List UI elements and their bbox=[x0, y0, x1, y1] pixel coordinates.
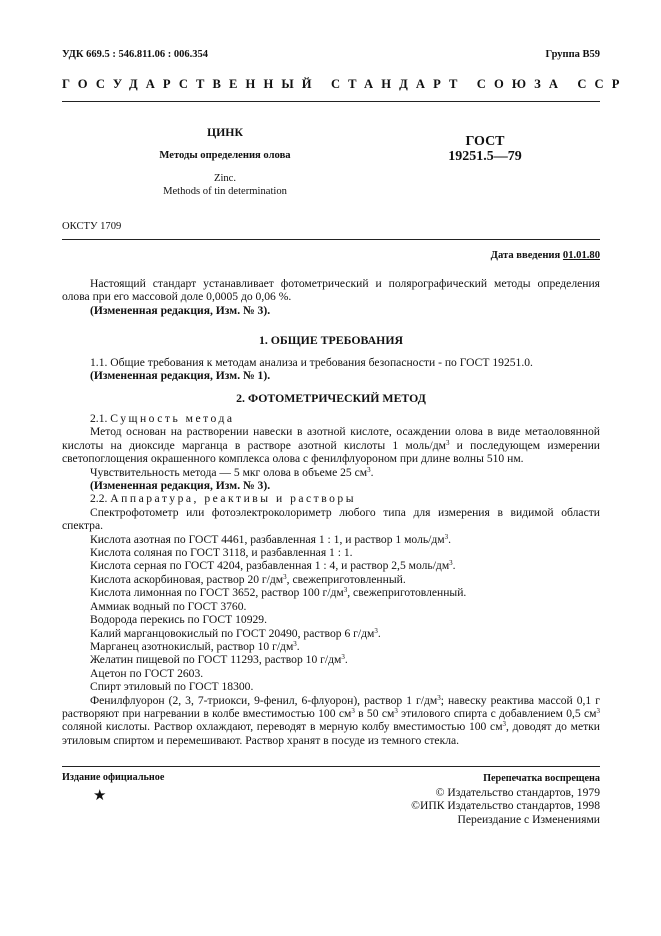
intro-date-label: Дата введения bbox=[490, 250, 561, 261]
s22-heading bbox=[62, 492, 600, 505]
intro-text: Настоящий стандарт устанавливает фотометрический и полярографический методы определения олова при его массовой доле 0,0005 до 0,06 %. bbox=[62, 277, 600, 304]
gost-label: ГОСТ bbox=[465, 134, 505, 149]
copyright-1998: ©ИПК Издательство стандартов, 1998 bbox=[411, 799, 600, 813]
section1-body bbox=[62, 356, 600, 383]
okstu-code: ОКСТУ 1709 bbox=[62, 221, 122, 232]
s21-heading bbox=[62, 412, 600, 425]
title-block-ru bbox=[115, 125, 335, 198]
intro-revision: (Измененная редакция, Изм. № 3). bbox=[90, 303, 271, 317]
udk-code: УДК 669.5 : 546.811.06 : 006.354 bbox=[62, 49, 209, 60]
copyright-1979: © Издательство стандартов, 1979 bbox=[435, 785, 600, 799]
gost-block bbox=[430, 134, 540, 164]
s22-title: Аппаратура, реактивы и растворы bbox=[110, 492, 356, 506]
title-en-sub: Methods of tin determination bbox=[163, 185, 287, 197]
group-code: Группа В59 bbox=[545, 49, 600, 60]
intro-section bbox=[62, 277, 600, 317]
peroxide-item: Водорода перекись по ГОСТ 10929. bbox=[90, 613, 267, 627]
gost-number: 19251.5—79 bbox=[448, 149, 522, 164]
section2-title: 2. ФОТОМЕТРИЧЕСКИЙ МЕТОД bbox=[236, 391, 426, 405]
header-rule bbox=[62, 101, 600, 102]
ethanol-item: Спирт этиловый по ГОСТ 18300. bbox=[90, 680, 254, 694]
sensitivity-paragraph: Чувствительность метода — 5 мкг олова в объеме 25 $см^3$. bbox=[90, 465, 374, 479]
star-icon: ★ bbox=[93, 788, 107, 804]
manganese-item: Марганец азотнокислый, раствор 10 $г/дм^3$. bbox=[90, 639, 300, 653]
title-en-main: Zinc. bbox=[213, 173, 237, 184]
acetone-item: Ацетон по ГОСТ 2603. bbox=[90, 666, 204, 680]
section1-title: 1. ОБЩИЕ ТРЕБОВАНИЯ bbox=[258, 333, 404, 347]
intro-date bbox=[491, 250, 600, 261]
reissue-note: Переиздание с Изменениями bbox=[457, 812, 600, 826]
footer-right bbox=[411, 772, 600, 826]
state-standard-heading: ГОСУДАРСТВЕННЫЙ СТАНДАРТ СОЮЗА ССР bbox=[62, 77, 628, 91]
sulfuric-item: Кислота серная по ГОСТ 4204, разбавленная 1 : 4, и раствор 2,5 моль/$дм^3$. bbox=[90, 559, 456, 573]
spectro-item: Спектрофотометр или фотоэлектроколориметр любого типа для измерения в видимой области спектра. bbox=[62, 505, 600, 533]
section1-p1: 1.1. Общие требования к методам анализа и требования безопасности - по ГОСТ 19251.0. bbox=[90, 356, 533, 369]
ascorbic-item: Кислота аскорбиновая, раствор 20 $г/дм^3$, свежеприготовленный. bbox=[90, 572, 406, 586]
permanganate-item: Калий марганцовокислый по ГОСТ 20490, раствор 6 $г/дм^3$. bbox=[90, 626, 381, 640]
section2-revision: (Измененная редакция, Изм. № 3). bbox=[90, 479, 271, 493]
section1-revision: (Измененная редакция, Изм. № 1). bbox=[90, 369, 271, 383]
ammonia-item: Аммиак водный по ГОСТ 3760. bbox=[90, 599, 247, 613]
title-sub: Методы определения олова bbox=[159, 150, 291, 161]
nitric-item: Кислота азотная по ГОСТ 4461, разбавленная 1 : 1, и раствор 1 моль/$дм^3$. bbox=[90, 532, 452, 546]
s22-num: 2.2. bbox=[90, 492, 108, 506]
gelatin-item: Желатин пищевой по ГОСТ 11293, раствор 10 $г/дм^3$. bbox=[90, 653, 348, 667]
citric-item: Кислота лимонная по ГОСТ 3652, раствор 100 $г/дм^3$, свежеприготовленный. bbox=[90, 586, 467, 600]
footer-rule bbox=[62, 766, 600, 767]
phenylfluorone-item: Фенилфлуорон (2, 3, 7-триокси, 9-фенил, 6-флуорон), раствор 1 $г/дм^3$; навеску реактива массой 0,1 г растворяют при нагревании в колбе вместимостью 100 $см^3$ в 50 $см^3$ этилового спирта с добавлением 0,5 $см^3$ соляной кислоты. Раствор охлаждают, переводят в мерную колбу вместимостью 100 $см^3$, доводят до метки этиловым спиртом и перемешивают. Раствор хранят в посуде из темного стекла. bbox=[62, 693, 601, 747]
intro-date-value: 01.01.80 bbox=[562, 250, 600, 261]
reprint-notice: Перепечатка воспрещена bbox=[483, 773, 600, 784]
s21-num: 2.1. bbox=[90, 412, 108, 425]
title-main: ЦИНК bbox=[206, 125, 244, 139]
essence-paragraph: Метод основан на растворении навески в азотной кислоте, осаждении олова в виде метаоловянной кислоты на диоксиде марганца в растворе азотной кислоты 1 моль/$дм^3$ и последующем измерении светопоглощения окрашенного комплекса олова с фенилфлуороном при длине волны 510 нм. bbox=[62, 425, 600, 466]
section2-body bbox=[62, 412, 600, 747]
title-rule bbox=[62, 239, 600, 240]
official-edition: Издание официальное bbox=[62, 772, 165, 783]
s21-title: Сущность метода bbox=[110, 412, 235, 425]
hcl-item: Кислота соляная по ГОСТ 3118, и разбавленная 1 : 1. bbox=[90, 546, 353, 560]
